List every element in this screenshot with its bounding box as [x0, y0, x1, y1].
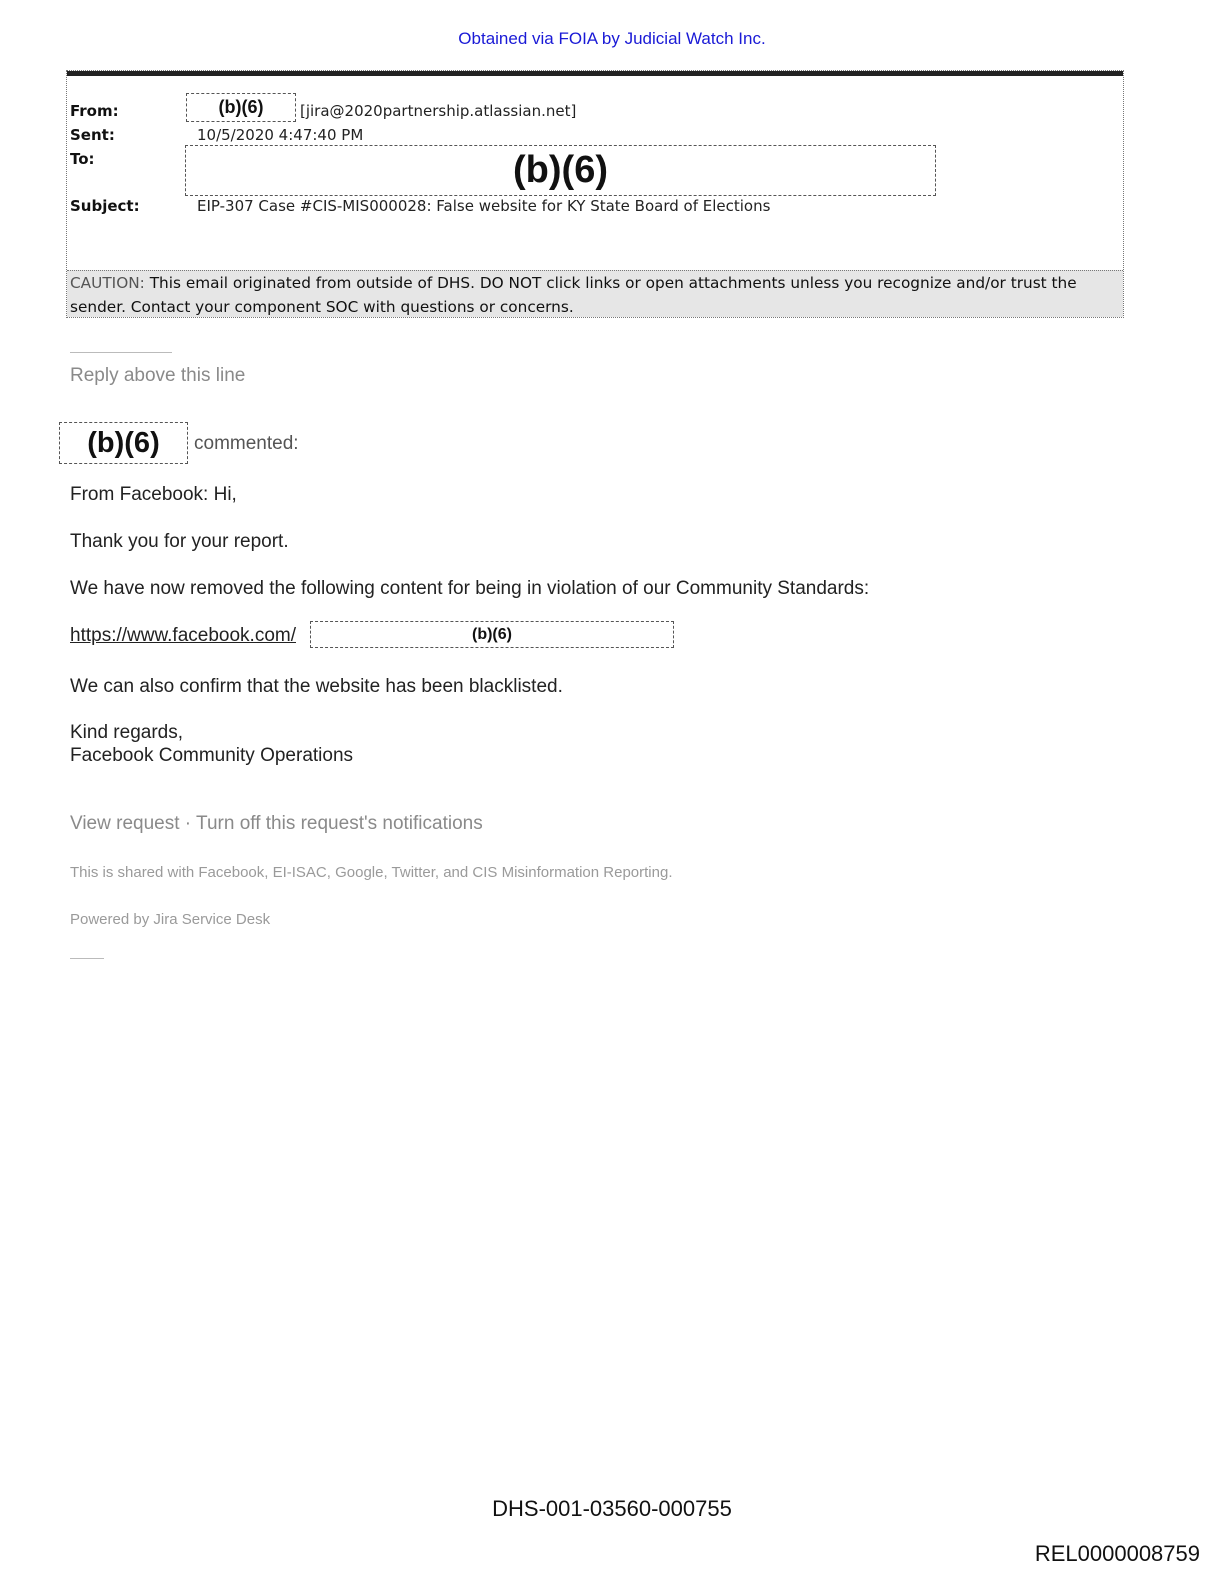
from-label: From: — [70, 102, 119, 120]
body-regards: Kind regards, — [70, 722, 184, 743]
shared-with-note: This is shared with Facebook, EI-ISAC, Google, Twitter, and CIS Misinformation Reporting. — [70, 864, 673, 881]
bates-number: DHS-001-03560-000755 — [492, 1496, 732, 1521]
caution-banner — [67, 270, 1123, 317]
body-from-facebook: From Facebook: Hi, — [70, 484, 237, 505]
view-request-link[interactable]: View request — [70, 813, 180, 834]
sent-value: 10/5/2020 4:47:40 PM — [197, 126, 364, 144]
caution-prefix: CAUTION: — [70, 274, 145, 292]
to-label: To: — [70, 150, 95, 168]
sent-label: Sent: — [70, 126, 115, 144]
subject-value: EIP-307 Case #CIS-MIS000028: False website for KY State Board of Elections — [197, 197, 771, 215]
header-top-rule — [67, 71, 1123, 76]
facebook-link[interactable]: https://www.facebook.com/ — [70, 625, 296, 646]
reply-divider — [70, 352, 172, 353]
body-blacklisted: We can also confirm that the website has been blacklisted. — [70, 676, 563, 697]
rel-number: REL0000008759 — [1034, 1541, 1200, 1566]
caution-line-2: sender. Contact your component SOC with questions or concerns. — [70, 298, 574, 316]
body-signature: Facebook Community Operations — [70, 745, 354, 766]
to-redaction: (b)(6) — [185, 145, 936, 196]
body-thanks: Thank you for your report. — [70, 531, 289, 552]
commented-label: commented: — [194, 433, 299, 454]
powered-by: Powered by Jira Service Desk — [70, 911, 271, 928]
email-header — [66, 70, 1124, 318]
turn-off-notifications-link[interactable]: Turn off this request's notifications — [196, 813, 483, 834]
foia-banner: Obtained via FOIA by Judicial Watch Inc. — [458, 29, 766, 48]
subject-label: Subject: — [70, 197, 140, 215]
footer-separator: · — [179, 813, 197, 834]
from-email[interactable]: [jira@2020partnership.atlassian.net] — [300, 102, 577, 120]
link-redaction: (b)(6) — [310, 621, 674, 648]
footer-actions — [70, 813, 483, 835]
caution-line-1: This email originated from outside of DHS. DO NOT click links or open attachments unless you recognize and/or trust the — [144, 274, 1077, 292]
commenter-redaction: (b)(6) — [59, 422, 188, 464]
body-removed: We have now removed the following content for being in violation of our Community Standards: — [70, 578, 870, 599]
reply-above-line: Reply above this line — [70, 365, 246, 386]
from-redaction: (b)(6) — [186, 93, 296, 122]
footer-divider — [70, 958, 104, 959]
